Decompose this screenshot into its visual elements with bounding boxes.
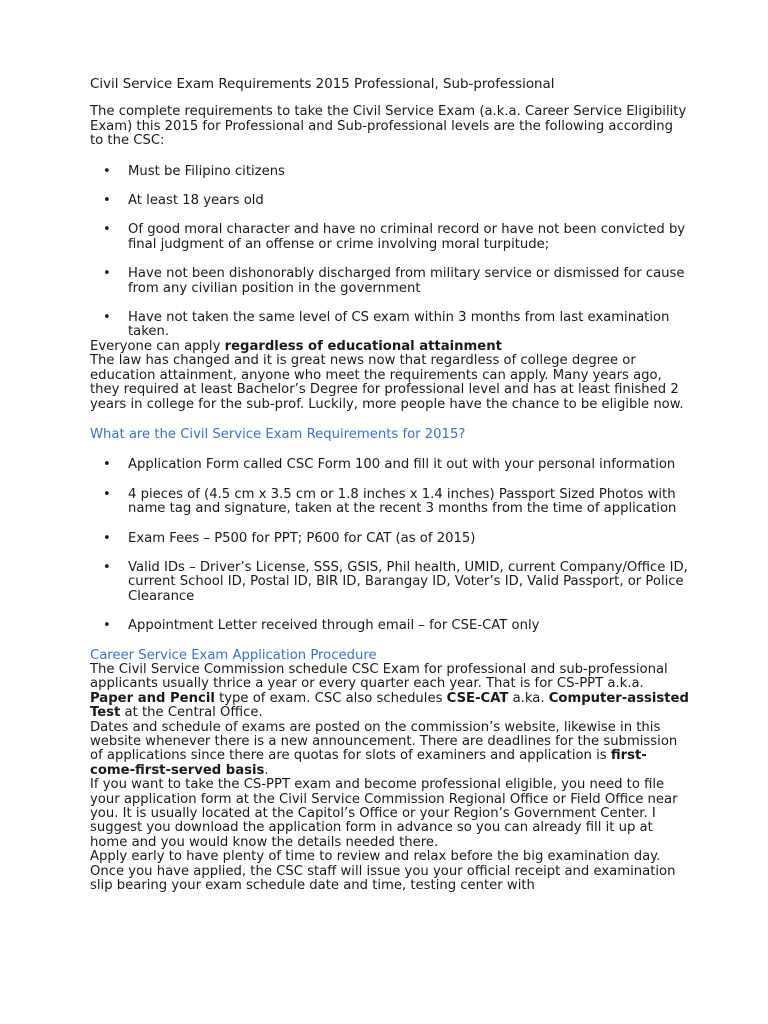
procedure-paragraph-1: The Civil Service Commission schedule CSC Exam for professional and sub-professional applicants usually thrice a year or every quarter each year. That is for CS-PPT a.k.a. Paper and Pencil type of exam. CSC also schedules CSE-CAT a.ka. Computer-assisted Test at the Central Office.	[90, 661, 689, 721]
bullet-icon: •	[103, 222, 111, 238]
bullet-icon: •	[103, 457, 111, 473]
bullet-icon: •	[103, 310, 111, 326]
list-item: • Must be Filipino citizens	[103, 163, 285, 179]
bullet-icon: •	[103, 163, 111, 179]
list-item: • Appointment Letter received through email – for CSE-CAT only	[103, 618, 540, 634]
list-item: • Have not taken the same level of CS exam within 3 months from last examination taken.	[103, 310, 670, 340]
list-item: • At least 18 years old	[103, 193, 264, 209]
bullet-icon: •	[103, 559, 111, 575]
requirements-heading: What are the Civil Service Exam Requirements for 2015?	[90, 426, 466, 442]
list-item: • Have not been dishonorably discharged from military service or dismissed for cause from any civilian position in the government	[103, 266, 685, 296]
bullet-icon: •	[103, 486, 111, 502]
bullet-icon: •	[103, 618, 111, 634]
document-page	[90, 78, 690, 893]
intro-paragraph: The complete requirements to take the Civil Service Exam (a.k.a. Career Service Eligibility Exam) this 2015 for Professional and Sub-professional levels are the following according to the CSC:	[90, 104, 687, 149]
list-item: • 4 pieces of (4.5 cm x 3.5 cm or 1.8 inches x 1.4 inches) Passport Sized Photos with name tag and signature, taken at the recent 3 months from the time of application	[103, 486, 677, 517]
procedure-paragraph-4: Apply early to have plenty of time to review and relax before the big examination day. Once you have applied, the CSC staff will issue you your official receipt and examination slip bearing your exam schedule date and time, testing center with	[90, 849, 676, 894]
bullet-icon: •	[103, 530, 111, 546]
bullet-icon: •	[103, 193, 111, 209]
requirements-list	[90, 458, 690, 633]
procedure-paragraph-2: Dates and schedule of exams are posted on the commission’s website, likewise in this website whenever there is a new announcement. There are deadlines for the submission of applications since there are quotas for slots of examiners and application is first-come-first-served basis.	[90, 719, 678, 778]
procedure-heading: Career Service Exam Application Procedure	[90, 647, 377, 663]
procedure-paragraph-3: If you want to take the CS-PPT exam and become professional eligible, you need to file your application form at the Civil Service Commission Regional Office or Field Office near you. It is usually located at the Capitol’s Office or your Region’s Government Center. I suggest you download the application form in advance so you can already fill it up at home and you would know the details needed there.	[90, 777, 678, 850]
list-item: • Valid IDs – Driver’s License, SSS, GSIS, Phil health, UMID, current Company/Office ID, current School ID, Postal ID, BIR ID, Barangay ID, Voter’s ID, Valid Passport, or Police Clearance	[103, 559, 688, 604]
bullet-icon: •	[103, 266, 111, 282]
edu-line: Everyone can apply regardless of educational attainment	[90, 338, 502, 354]
list-item: • Application Form called CSC Form 100 and fill it out with your personal information	[103, 457, 676, 473]
edu-paragraph: The law has changed and it is great news now that regardless of college degree or education attainment, anyone who meet the requirements can apply. Many years ago, they required at least Bachelor’s Degree for professional level and has at least finished 2 years in college for the sub-prof. Luckily, more people have the chance to be eligible now.	[90, 353, 684, 412]
list-item: • Exam Fees – P500 for PPT; P600 for CAT (as of 2015)	[103, 530, 476, 546]
page-title: Civil Service Exam Requirements 2015 Professional, Sub-professional	[90, 77, 555, 92]
list-item: • Of good moral character and have no criminal record or have not been convicted by final judgment of an offense or crime involving moral turpitude;	[103, 222, 686, 252]
eligibility-list	[90, 165, 690, 340]
